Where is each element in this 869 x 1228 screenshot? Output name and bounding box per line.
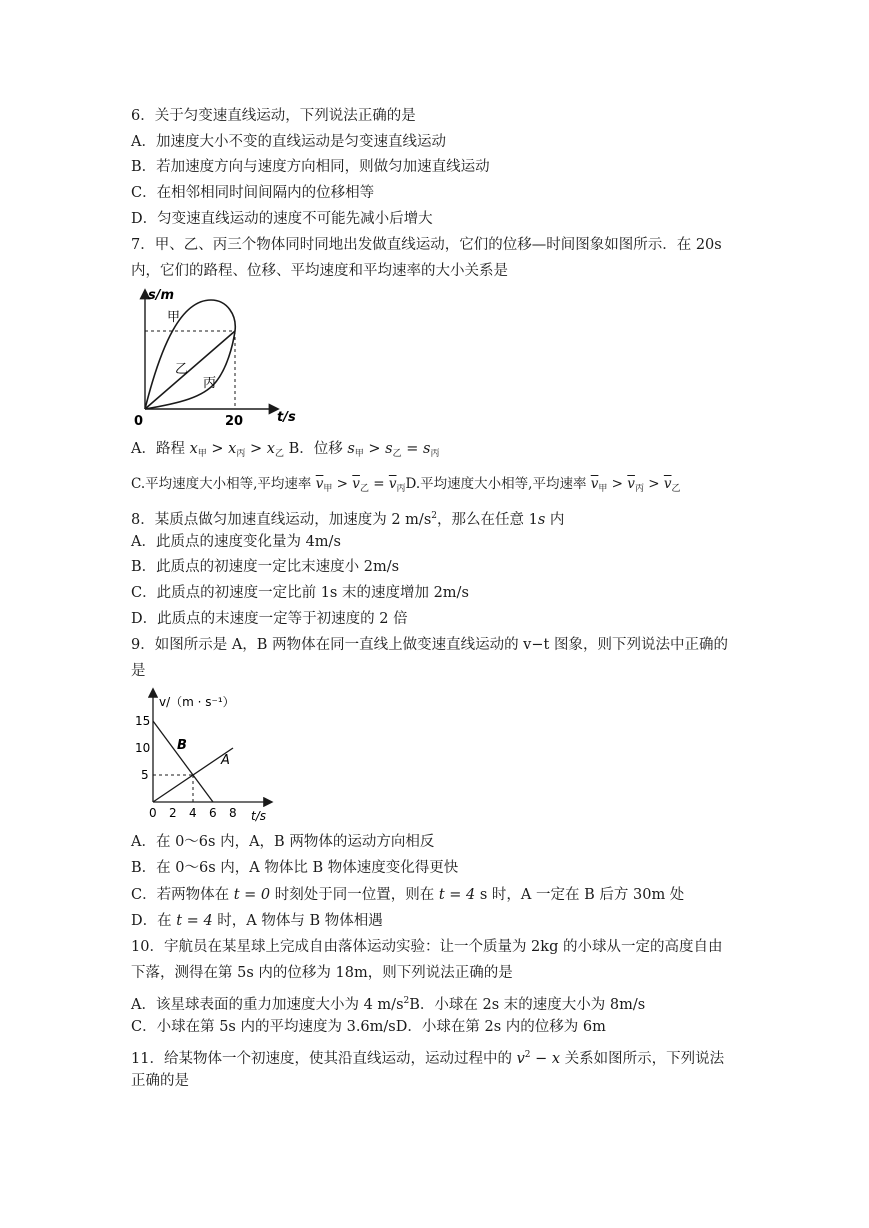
q7-label-jia: 甲	[167, 310, 181, 325]
q9-x-tick-8: 8	[229, 806, 237, 820]
q7-label-yi: 乙	[175, 362, 189, 377]
q8-option-a: A．此质点的速度变化量为 4m/s	[131, 534, 341, 550]
q9-y-tick-15: 15	[135, 714, 151, 728]
q8-option-b: B．此质点的初速度一定比末速度小 2m/s	[131, 559, 400, 575]
q7-x-label: t/s	[277, 410, 296, 425]
q9-label-b: B	[177, 738, 187, 753]
q9-velocity-time-graph	[131, 686, 281, 824]
q7-options-cd: C.平均速度大小相等,平均速率 $\overline{v}_甲 > \overline{v}_乙 = \overline{v}_丙D$.平均速度大小相等,平均速率 $\overline{v}_甲 > \overline{v}_丙 > \overline{v}_乙$	[131, 476, 681, 494]
q7-label-bing: 丙	[203, 376, 217, 391]
q9-x-tick-0: 0	[149, 806, 157, 820]
q7-displacement-time-graph	[131, 285, 296, 433]
q9-x-tick-2: 2	[169, 806, 177, 820]
q6-option-c: C．在相邻相同时间间隔内的位移相等	[131, 185, 375, 201]
q9-y-tick-10: 10	[135, 741, 151, 755]
q7-curve-jia	[145, 300, 235, 409]
q8-option-c: C．此质点的初速度一定比前 1s 末的速度增加 2m/s	[131, 585, 469, 601]
q6-option-d: D．匀变速直线运动的速度不可能先减小后增大	[131, 211, 433, 227]
q9-option-a: A．在 0～6s 内，A，B 两物体的运动方向相反	[131, 834, 435, 850]
q6-option-a: A．加速度大小不变的直线运动是匀变速直线运动	[131, 134, 446, 150]
q9-stem-line2: 是	[131, 663, 146, 679]
q10-options-ab: A．该星球表面的重力加速度大小为 4 $m/s^2B$．小球在 2s 末的速度大小为 8m/s	[131, 996, 646, 1013]
q6-option-b: B．若加速度方向与速度方向相同，则做匀加速直线运动	[131, 159, 490, 175]
q7-y-label: s/m	[148, 288, 175, 303]
q7-line-yi	[145, 331, 235, 409]
q10-stem-line1: 10．宇航员在某星球上完成自由落体运动实验：让一个质量为 2kg 的小球从一定的高度自由	[131, 939, 723, 955]
q9-x-tick-6: 6	[209, 806, 217, 820]
q11-stem-line2: 正确的是	[131, 1073, 189, 1089]
q6-stem: 6．关于匀变速直线运动，下列说法正确的是	[131, 108, 416, 124]
q10-options-cd: C．小球在第 5s 内的平均速度为 3.6m/sD．小球在第 2s 内的位移为 6m	[131, 1019, 606, 1035]
q11-stem-line1: 11．给某物体一个初速度，使其沿直线运动，运动过程中的 $v^2 - x$ 关系如图所示，下列说法	[131, 1050, 725, 1067]
q7-options-ab: A．路程 $x_甲 > x_丙 > x_乙$ B．位移 $s_甲 > s_乙 = s_丙$	[131, 441, 440, 459]
q9-x-label: t/s	[251, 809, 266, 823]
q7-stem-line2: 内，它们的路程、位移、平均速度和平均速率的大小关系是	[131, 263, 508, 279]
q8-option-d: D．此质点的末速度一定等于初速度的 2 倍	[131, 611, 408, 627]
q9-option-d: D．在 t = 4 时，A 物体与 B 物体相遇	[131, 913, 383, 929]
q10-stem-line2: 下落，测得在第 5s 内的位移为 18m，则下列说法正确的是	[131, 965, 513, 981]
q9-label-a: A	[221, 753, 230, 768]
q9-x-tick-4: 4	[189, 806, 197, 820]
q9-y-label: v/（m · s⁻¹）	[159, 695, 235, 709]
q8-stem: 8．某质点做匀加速直线运动，加速度为 2 $m/s^2$，那么在任意 1s 内	[131, 511, 565, 528]
q7-x-tick-20: 20	[225, 414, 244, 429]
q7-origin-label: 0	[134, 414, 144, 429]
q7-stem-line1: 7．甲、乙、丙三个物体同时同地出发做直线运动，它们的位移—时间图象如图所示．在 20s	[131, 237, 722, 253]
q9-line-b	[153, 721, 213, 802]
q9-y-tick-5: 5	[141, 768, 149, 782]
q9-option-c: C．若两物体在 t = 0 时刻处于同一位置，则在 t = 4 s 时，A 一定在 B 后方 30m 处	[131, 887, 685, 903]
q9-option-b: B．在 0～6s 内，A 物体比 B 物体速度变化得更快	[131, 860, 459, 876]
q9-stem-line1: 9．如图所示是 A，B 两物体在同一直线上做变速直线运动的 v−t 图象，则下列说法中正确的	[131, 637, 728, 653]
